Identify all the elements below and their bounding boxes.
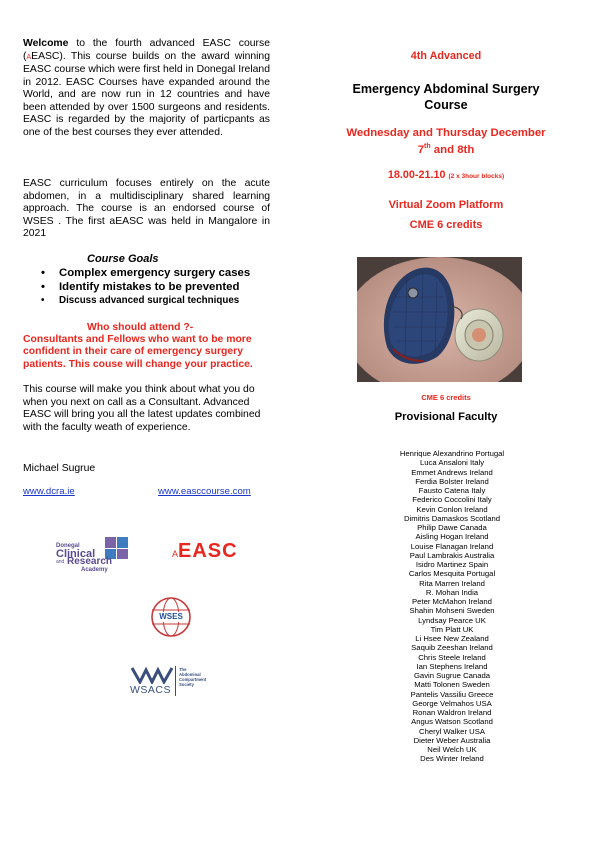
faculty-member: Matti Tolonen Sweden (414, 680, 490, 690)
faculty-member: Aisling Hogan Ireland (415, 532, 489, 542)
course-edition: 4th Advanced (410, 50, 482, 62)
faculty-member: Cheryl Walker USA (419, 726, 485, 736)
attend-body: Consultants and Fellows who want to be more confident in their care of emergency surgery patients. This couse will change your practice. (23, 334, 253, 370)
faculty-member: Emmet Andrews Ireland (411, 467, 493, 477)
attend-title: Who should attend ?- (87, 322, 194, 333)
dcra-logo-line4: Research (67, 556, 113, 567)
intro-small-a: A (26, 53, 32, 61)
course-platform: Virtual Zoom Platform (388, 199, 504, 211)
goal-item: • Identify mistakes to be prevented (23, 280, 270, 294)
wsacs-logo-text: WSACS (130, 684, 172, 696)
faculty-member: R. Mohan India (425, 587, 479, 597)
faculty-member: Kevin Conlon Ireland (416, 504, 488, 514)
course-time-note: (2 x 3hour blocks) (448, 173, 505, 180)
date-suffix: th (424, 143, 431, 150)
faculty-member: Lyndsay Pearce UK (418, 615, 486, 625)
dcra-logo-line2: Clinical (56, 548, 96, 560)
faculty-member: Chris Steele Ireland (418, 652, 486, 662)
faculty-member: Federico Coccolini Italy (412, 495, 492, 505)
faculty-member: Isidro Martinez Spain (415, 560, 489, 569)
faculty-member: Peter McMahon Ireland (412, 597, 492, 606)
faculty-member: Ferdia Bolster Ireland (415, 476, 489, 486)
dcra-logo-line1: Donegal (56, 543, 80, 549)
intro-paragraph (23, 38, 270, 139)
curriculum-paragraph: EASC curriculum focuses entirely on the acute abdomen, in a multidisciplinary shared learning approach. The course is an endorsed course of WSES . The first aEASC was held in Mangalore in 2021 (23, 178, 270, 239)
intro-text-a: to the fourth advanced EASC course ( (23, 38, 270, 62)
faculty-member: Carlos Mesquita Portugal (408, 569, 496, 579)
faculty-member: Des Winter Ireland (420, 754, 484, 764)
aeasc-logo-text (178, 540, 238, 562)
wsacs-logo-divider (175, 666, 176, 696)
wsacs-sub-line: Society (179, 682, 194, 687)
course-goals (23, 253, 270, 307)
aeasc-logo-a: A (172, 549, 179, 559)
faculty-list (367, 449, 537, 764)
faculty-member: Ronan Waldron Ireland (412, 708, 492, 717)
faculty-member: Rita Marren Ireland (419, 578, 485, 588)
aeasc-logo-main: EASC (178, 540, 238, 562)
goal-item: • Complex emergency surgery cases (23, 266, 270, 280)
aeasc-logo (172, 540, 238, 564)
faculty-member: Gavin Sugrue Canada (413, 671, 491, 680)
faculty-member: Louise Flanagan Ireland (410, 541, 494, 551)
closing-paragraph: This course will make you think about what you do when you next on call as a Consultant. Advanced EASC will bring you all the latest updates combined with the faculty weath of experience. (23, 384, 261, 433)
date-day: 7 (417, 143, 425, 156)
faculty-member: Fausto Catena Italy (418, 486, 486, 495)
faculty-member: Neil Welch UK (427, 745, 477, 754)
course-date-line1: Wednesday and Thursday December (346, 127, 546, 139)
faculty-member: Pantelis Vassiliu Greece (410, 689, 494, 699)
faculty-member: Henrique Alexandrino Portugal (399, 449, 505, 458)
faculty-member: Philip Dawe Canada (417, 523, 487, 532)
wsacs-logo (128, 666, 208, 698)
faculty-member: Li Hsee New Zealand (415, 634, 489, 643)
dcra-logo-line5: Academy (81, 567, 108, 573)
welcome-word: Welcome (23, 38, 69, 49)
course-goals-title: Course Goals (87, 253, 159, 265)
course-dates (322, 127, 570, 157)
faculty-member: Luca Ansaloni Italy (419, 458, 485, 468)
surgical-dressing-photo (357, 257, 522, 382)
faculty-member: Dieter Weber Australia (413, 735, 491, 745)
faculty-member: Dimitris Damaskos Scotland (403, 513, 501, 523)
dcra-link[interactable]: www.dcra.ie (23, 486, 75, 497)
cme-small: CME 6 credits (421, 393, 471, 402)
course-title-line2: Course (424, 98, 468, 112)
faculty-member: George Velmahos USA (412, 698, 492, 708)
signature: Michael Sugrue (23, 463, 96, 474)
faculty-member: Paul Lambrakis Australia (409, 550, 495, 560)
date-and: and 8th (430, 143, 475, 156)
goal-item: • Discuss advanced surgical techniques (23, 294, 270, 307)
course-date-line2 (322, 140, 570, 157)
wsacs-sub-line: Abdominal (179, 672, 201, 677)
course-title-line1: Emergency Abdominal Surgery (352, 82, 540, 96)
course-title (322, 81, 570, 113)
course-time (322, 169, 570, 181)
intro-text-b: EASC). This course builds on the award winning EASC course which were first held in Donegal Ireland in 2012. EASC Courses have expanded around the World, and are now run in 12 countries and have been attended by over 1500 surgeons and residents. EASC is regarded by the majority of particpants as one of the best courses they ever attended. (23, 50, 270, 138)
course-cme: CME 6 credits (409, 219, 483, 231)
dcra-logo (53, 537, 133, 575)
wses-logo (150, 596, 192, 638)
course-time-value: 18.00-21.10 (387, 169, 446, 181)
dcra-logo-line3: and (56, 559, 65, 565)
faculty-member: Ian Stephens Ireland (416, 661, 488, 671)
faculty-member: Saquib Zeeshan Ireland (411, 643, 493, 653)
faculty-title: Provisional Faculty (394, 411, 498, 423)
wses-logo-text: WSES (159, 612, 183, 621)
faculty-member: Tim Platt UK (430, 624, 474, 634)
wsacs-sub-line: Compartment (179, 677, 207, 682)
easc-course-link[interactable]: www.easccourse.com (158, 486, 251, 497)
faculty-member: Angus Watson Scotland (411, 717, 493, 727)
faculty-member: Shahin Mohseni Sweden (409, 606, 495, 616)
course-goals-list (23, 266, 270, 307)
wsacs-emblem-icon (130, 666, 174, 684)
wsacs-sub-line: The (179, 667, 187, 672)
wsacs-logo-subtitle (179, 667, 206, 687)
